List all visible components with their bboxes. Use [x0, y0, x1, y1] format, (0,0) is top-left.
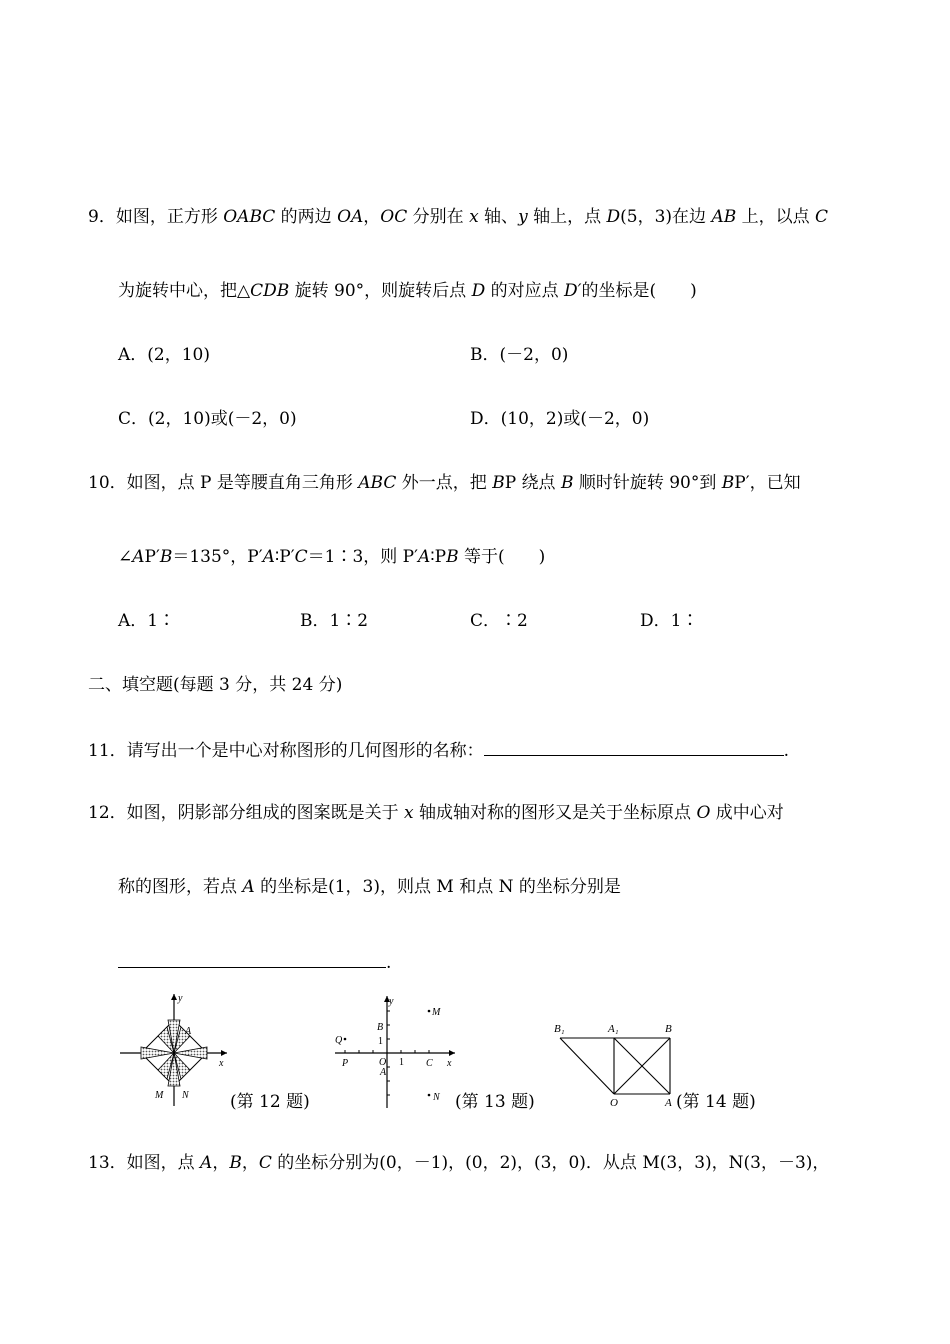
fig13-label-y: y [389, 996, 394, 1007]
q10-option-b: B．1∶2 [300, 611, 369, 631]
point-n [428, 1094, 431, 1097]
fig14-caption: (第 14 题) [676, 1092, 756, 1112]
fig13-label-n: N [433, 1092, 440, 1103]
point-q [344, 1038, 347, 1041]
fig13-label-a: A [380, 1067, 387, 1078]
q9-line2: 为旋转中心，把△CDB 旋转 90°，则旋转后点 D 的对应点 D′的坐标是( ) [118, 281, 697, 301]
q9-option-d: D．(10，2)或(－2，0) [470, 409, 650, 429]
q10-option-a: A．1∶ [118, 611, 176, 631]
fig12-label-m: M [155, 1090, 164, 1101]
q12-line3: . [118, 949, 391, 975]
point-m [428, 1010, 431, 1013]
section-heading: 二、填空题(每题 3 分，共 24 分) [88, 675, 343, 695]
fig13-label-x: x [447, 1058, 452, 1069]
q9-line1: 9．如图，正方形 OABC 的两边 OA，OC 分别在 x 轴、y 轴上，点 D(5，3)在边 AB 上，以点 C [88, 207, 829, 227]
fig14-label-b: B [665, 1023, 672, 1035]
figure-13 [325, 990, 460, 1110]
fig14-label-a1: A₁ [608, 1023, 619, 1035]
fig13-label-b: B [377, 1022, 384, 1033]
q10-option-d: D．1∶ [640, 611, 699, 631]
fig13-label-m: M [432, 1007, 441, 1018]
q12-answer-blank[interactable] [118, 949, 386, 968]
q12-line1: 12．如图，阴影部分组成的图案既是关于 x 轴成轴对称的图形又是关于坐标原点 O 成中心对 [88, 803, 784, 823]
fig14-label-a: A [665, 1097, 672, 1108]
fig14-label-o: O [610, 1097, 618, 1108]
q10-line2: ∠AP′B＝135°，P′A∶P′C＝1∶3，则 P′A∶PB 等于( ) [118, 547, 546, 567]
fig13-label-q: Q [335, 1035, 343, 1046]
fig13-caption: (第 13 题) [455, 1092, 535, 1112]
fig12-label-a: A [185, 1026, 192, 1037]
shaded-pattern [141, 1020, 207, 1086]
q9-option-b: B．(－2，0) [470, 345, 569, 365]
q10-line1: 10．如图，点 P 是等腰直角三角形 ABC 外一点，把 BP 绕点 B 顺时针旋转 90°到 BP′，已知 [88, 473, 801, 493]
fig13-label-one-y: 1 [378, 1036, 383, 1047]
fig13-label-c: C [426, 1058, 433, 1069]
fig12-label-x: x [219, 1058, 224, 1069]
q9-option-a: A．(2，10) [118, 345, 210, 365]
q9-option-c: C．(2，10)或(－2，0) [118, 409, 297, 429]
figure-14 [548, 1018, 683, 1108]
fig12-label-n: N [182, 1090, 189, 1101]
fig14-lines [560, 1038, 670, 1094]
fig12-caption: (第 12 题) [230, 1092, 310, 1112]
q11-line: 11．请写出一个是中心对称图形的几何图形的名称： . [88, 737, 789, 763]
q13-line1: 13．如图，点 A，B，C 的坐标分别为(0，－1)，(0，2)，(3，0)．从点 M(3，3)，N(3，－3)， [88, 1153, 830, 1173]
figure-12 [115, 990, 235, 1110]
fig13-label-p: P [342, 1058, 349, 1069]
q12-line2: 称的图形，若点 A 的坐标是(1，3)，则点 M 和点 N 的坐标分别是 [118, 877, 621, 897]
fig13-label-o: O [379, 1057, 387, 1068]
fig14-label-b1: B₁ [554, 1023, 565, 1035]
q11-answer-blank[interactable] [484, 737, 784, 756]
fig12-label-y: y [178, 993, 183, 1004]
q10-option-c: C．∶2 [470, 611, 528, 631]
fig13-label-one-x: 1 [399, 1057, 404, 1068]
